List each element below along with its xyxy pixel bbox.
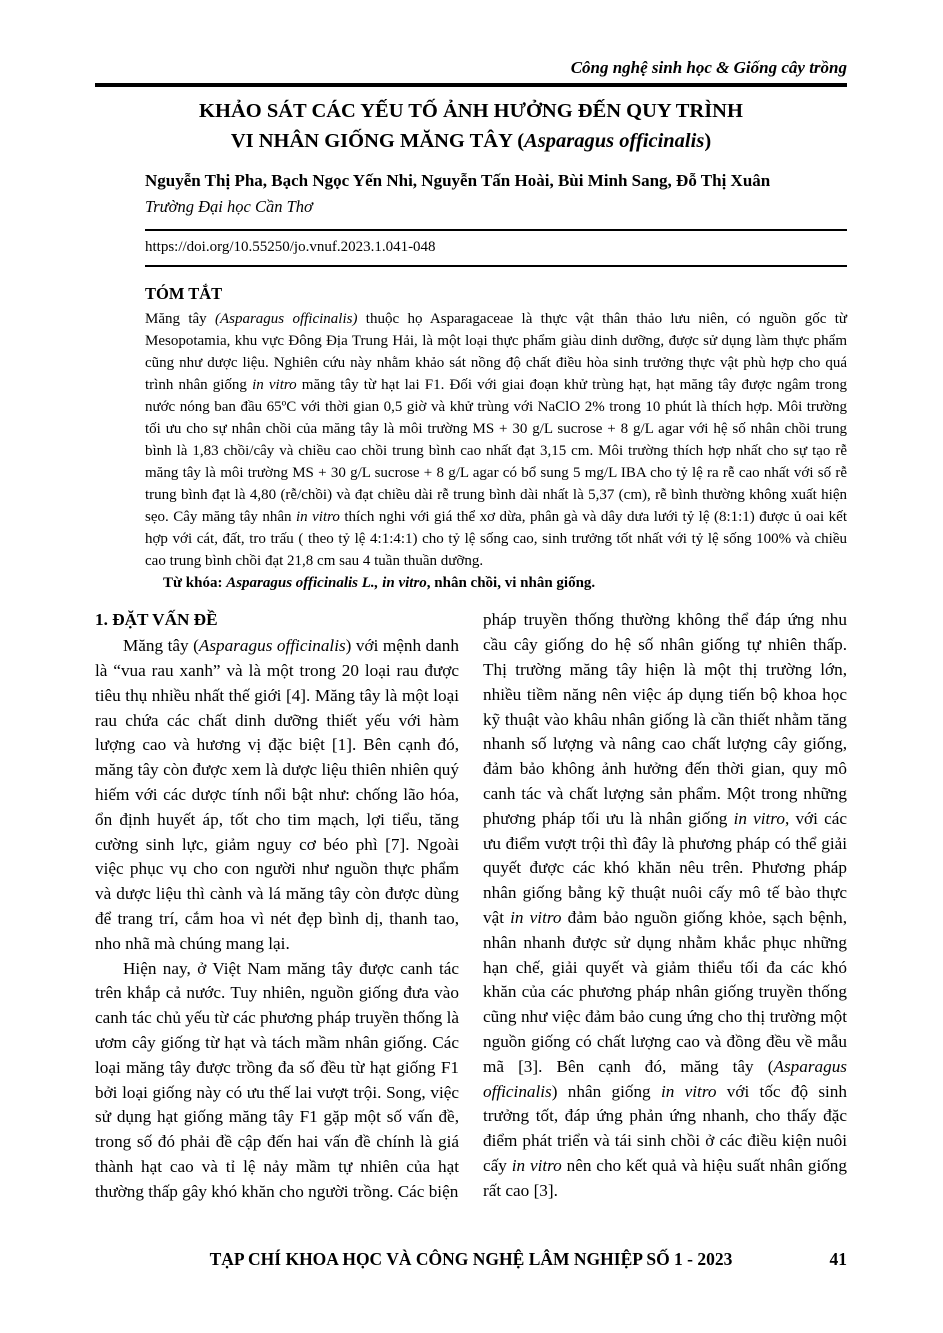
intro-paragraph-2-continued: pháp truyền thống thường không thể đáp ứng nhu cầu cây giống do hệ số nhân giống tự nhiên thấp. Thị trường măng tây hiện là một thị trường lớn, nhiều tiềm năng nên việc áp dụng tiến bộ khoa học kỹ thuật vào khâu nhân giống là cần thiết nhằm tăng nhanh số lượng và nâng cao chất lượng cây giống, đảm bảo không ảnh hưởng đến thời gian, quy mô canh tác và chất lượng sản phẩm. Một trong những phương pháp tối ưu là nhân giống in vitro, với các ưu điểm vượt trội thì đây là phương pháp có thể giải quyết được các khó khăn nêu trên. Phương pháp nhân giống bằng kỹ thuật nuôi cấy mô tế bào thực vật in vitro đảm bảo nguồn giống khỏe, sạch bệnh, nhân nhanh được sử dụng nhằm khắc phục những hạn chế, giải quyết và giảm thiểu tối đa các khó khăn của các phương pháp nhân giống truyền thống cũng như việc đảm bảo cung ứng cho thị trường một nguồn giống có chất lượng cao và đồng đều về mẫu mã [3]. Bên cạnh đó, măng tây (Asparagus officinalis) nhân giống in vitro với tốc độ sinh trưởng tốt, đáp ứng phản ứng nhanh, cho thấy đặc điểm phát triển và tái sinh chồi ở các điều kiện nuôi cấy in vitro nên cho kết quả và hiệu suất nhân giống rất cao [3]. bbox=[483, 610, 848, 1200]
paper-title-line2: VI NHÂN GIỐNG MĂNG TÂY (Asparagus officinalis) bbox=[230, 129, 712, 152]
right-column bbox=[483, 608, 847, 1204]
abstract-heading: TÓM TẮT bbox=[145, 284, 223, 304]
header-rule bbox=[95, 83, 847, 87]
journal-section-header: Công nghệ sinh học & Giống cây trồng bbox=[570, 58, 847, 77]
frontmatter-block bbox=[145, 170, 847, 594]
left-column bbox=[95, 608, 459, 1204]
keywords-line: Từ khóa: Asparagus officinalis L., in vitro, nhân chồi, vi nhân giống. bbox=[163, 575, 596, 592]
page-content bbox=[95, 0, 847, 1205]
divider-above-doi bbox=[145, 229, 847, 231]
two-column-body bbox=[95, 608, 847, 1204]
section-heading-intro: 1. ĐẶT VẤN ĐỀ bbox=[95, 610, 218, 630]
doi-link[interactable]: https://doi.org/10.55250/jo.vnuf.2023.1.041-048 bbox=[145, 239, 436, 256]
abstract-body: Măng tây (Asparagus officinalis) thuộc họ Asparagaceae là thực vật thân thảo lưu niên, có nguồn gốc từ Mesopotamia, khu vực Đông Địa Trung Hải, là một loại thực phẩm giàu dinh dưỡng, được sử dụng làm thực phẩm cũng như dược liệu. Nghiên cứu này nhằm khảo sát nồng độ chất điều hòa sinh trưởng thực vật phù hợp cho quá trình nhân giống in vitro măng tây từ hạt lai F1. Đối với giai đoạn khử trùng hạt, hạt măng tây được ngâm trong nước nóng ban đầu 65ºC với thời gian 0,5 giờ và khử trùng với NaClO 2% trong 10 phút là thích hợp. Môi trường tối ưu cho sự nhân chồi của măng tây là môi trường MS + 30 g/L sucrose + 8 g/L agar với hệ số nhân chồi trung bình là 1,83 chồi/cây và chiều cao chồi trung bình cao nhất đạt 3,15 cm. Môi trường thích hợp nhất cho sự tạo rễ măng tây là môi trường MS + 30 g/L sucrose + 8 g/L agar có bổ sung 5 mg/L IBA cho tỷ lệ ra rễ cao nhất với số rễ trung bình đạt là 4,80 (rễ/chồi) và đạt chiều dài rễ trung bình dài nhất là 5,37 (cm), rễ bình thường không xuất hiện sẹo. Cây măng tây nhân in vitro thích nghi với giá thể xơ dừa, phân gà và dây dưa lưới tỷ lệ (8:1:1) được ủ oai kết hợp với cát, đất, tro trấu ( theo tỷ lệ 4:1:4:1) cho tỷ lệ sống cao, sinh trưởng tốt nhất với tỷ lệ sống 100% và chiều cao trung bình chồi đạt 21,8 cm sau 4 tuần thuần dưỡng. bbox=[145, 311, 847, 570]
footer-journal-name: TẠP CHÍ KHOA HỌC VÀ CÔNG NGHỆ LÂM NGHIỆP SỐ 1 - 2023 bbox=[209, 1249, 733, 1269]
intro-paragraph-1: Măng tây (Asparagus officinalis) với mệnh danh là “vua rau xanh” và là một trong 20 loại rau được tiêu thụ nhiều nhất thế giới [4]. Măng tây là một loại rau chứa các chất dinh dưỡng thiết yếu với hàm lượng cao và hương vị đặc biệt [1]. Bên cạnh đó, măng tây còn được xem là dược liệu thiên nhiên quý hiếm với các dược tính nổi bật như: chống lão hóa, ổn định huyết áp, tốt cho tim mạch, lợi tiểu, tăng cường sinh lực, giảm nguy cơ béo phì [7]. Ngoài việc phục vụ cho con người như nguồn thực phẩm và dược liệu thì cành và lá măng tây còn được dùng để trang trí, cắm hoa vì nét đẹp bình dị, thanh tao, nho nhã mà chúng mang lại. bbox=[95, 636, 459, 953]
divider-below-doi bbox=[145, 265, 847, 267]
affiliation: Trường Đại học Cần Thơ bbox=[145, 197, 313, 217]
page-number: 41 bbox=[829, 1249, 847, 1269]
intro-paragraph-2: Hiện nay, ở Việt Nam măng tây được canh tác trên khắp cả nước. Tuy nhiên, nguồn giống đưa vào canh tác chủ yếu từ các phương pháp truyền thống là ươm cây giống từ hạt và tách mầm nhân giống. Các loại măng tây được trồng đa số đều từ hạt giống F1 bởi loại giống này có ưu thế lai vượt trội. Song, việc sử dụng hạt giống măng tây F1 gặp một số vấn đề, trong số đó phải đề cập đến hai vấn đề chính là giá thành hạt cao và tỉ lệ nảy mầm tự nhiên của hạt thường thấp gây khó khăn cho người trồng. Các biện bbox=[95, 958, 459, 1201]
page-footer bbox=[95, 1248, 847, 1270]
paper-title-line1: KHẢO SÁT CÁC YẾU TỐ ẢNH HƯỞNG ĐẾN QUY TRÌNH bbox=[199, 100, 743, 122]
authors-line: Nguyễn Thị Pha, Bạch Ngọc Yến Nhi, Nguyễn Tấn Hoài, Bùi Minh Sang, Đỗ Thị Xuân bbox=[145, 171, 771, 191]
paper-title bbox=[95, 97, 847, 156]
